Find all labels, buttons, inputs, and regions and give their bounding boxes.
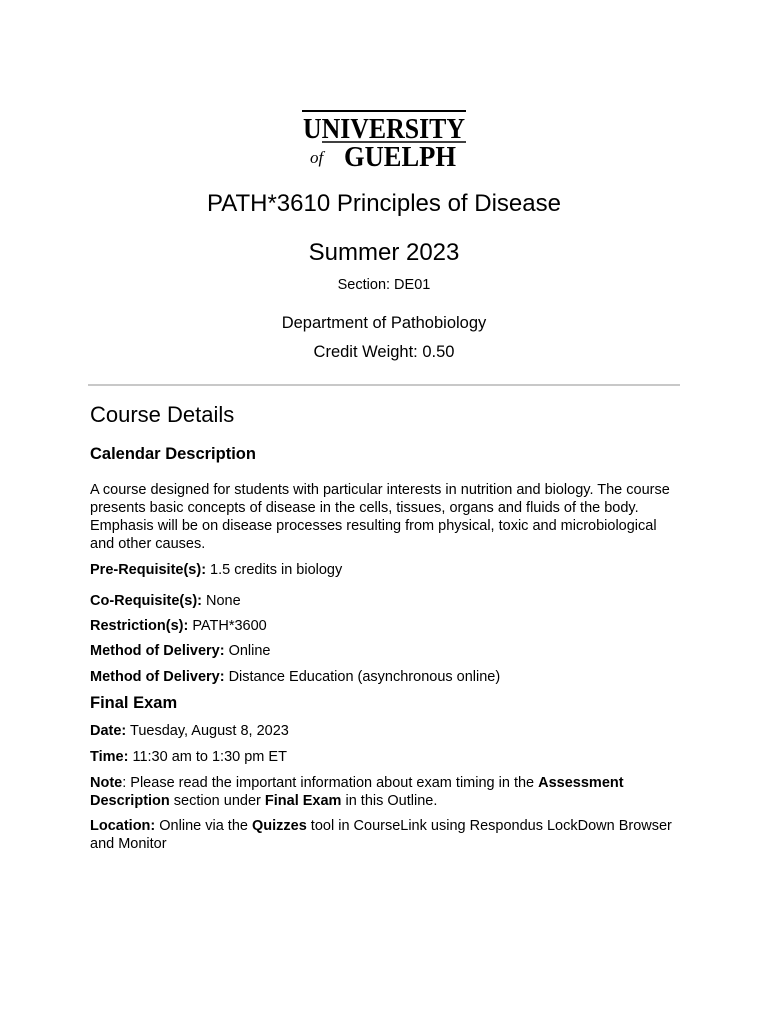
- corequisites-value: None: [201, 593, 241, 609]
- exam-note-bold-2: Final Exam: [264, 793, 342, 809]
- delivery-value-2: Distance Education (asynchronous online): [224, 669, 501, 685]
- delivery-method-online: [90, 642, 680, 660]
- exam-note-text-2: section under: [169, 793, 265, 809]
- logo-line1: UNIVERSITY: [303, 113, 466, 145]
- exam-location-text-1: Online via the: [155, 818, 252, 834]
- department: Department of Pathobiology: [281, 314, 487, 332]
- prerequisites-label: Pre-Requisite(s):: [90, 562, 207, 578]
- corequisites-label: Co-Requisite(s):: [90, 593, 202, 609]
- exam-time-label: Time:: [90, 749, 129, 765]
- exam-note-label: Note: [90, 775, 123, 791]
- exam-date-value: Tuesday, August 8, 2023: [126, 723, 289, 739]
- delivery-label-2: Method of Delivery:: [90, 669, 225, 685]
- exam-location-label: Location:: [90, 818, 156, 834]
- exam-location: [90, 817, 680, 853]
- exam-date: [90, 722, 680, 740]
- exam-note: [90, 774, 680, 810]
- exam-location-bold: Quizzes: [251, 818, 307, 834]
- corequisites: [90, 592, 680, 610]
- restrictions: [90, 617, 680, 635]
- exam-note-text-1: : Please read the important information about exam timing in the: [122, 775, 539, 791]
- exam-note-bold-1: Assessment Description: [90, 775, 624, 809]
- credit-weight: Credit Weight: 0.50: [313, 343, 455, 361]
- exam-time: [90, 748, 680, 766]
- course-term: Summer 2023: [308, 239, 460, 266]
- prerequisites-value: 1.5 credits in biology: [206, 562, 343, 578]
- logo-line2: GUELPH: [344, 141, 457, 170]
- calendar-description-text: A course designed for students with particular interests in nutrition and biology. The course presents basic concepts of disease in the cells, tissues, organs and fluids of the body. Emphasis will be on disease processes resulting from physical, toxic and microbiological and other causes.: [90, 482, 670, 552]
- delivery-value-1: Online: [224, 643, 271, 659]
- header-divider: [88, 384, 680, 386]
- delivery-method-distance: [90, 668, 680, 686]
- university-logo: [300, 108, 470, 170]
- calendar-description-heading: Calendar Description: [90, 445, 256, 463]
- logo-of: of: [310, 148, 324, 167]
- prerequisites: [90, 561, 680, 579]
- exam-date-label: Date:: [90, 723, 127, 739]
- restrictions-label: Restriction(s):: [90, 618, 189, 634]
- course-details-heading: Course Details: [90, 402, 235, 427]
- final-exam-heading: Final Exam: [90, 694, 178, 712]
- course-section: Section: DE01: [337, 277, 431, 293]
- restrictions-value: PATH*3600: [188, 618, 267, 634]
- exam-note-text-3: in this Outline.: [341, 793, 438, 809]
- delivery-label-1: Method of Delivery:: [90, 643, 225, 659]
- course-title: PATH*3610 Principles of Disease: [207, 190, 561, 217]
- exam-location-text-2: tool in CourseLink using Respondus LockDown Browser and Monitor: [90, 818, 672, 852]
- exam-time-value: 11:30 am to 1:30 pm ET: [128, 749, 287, 765]
